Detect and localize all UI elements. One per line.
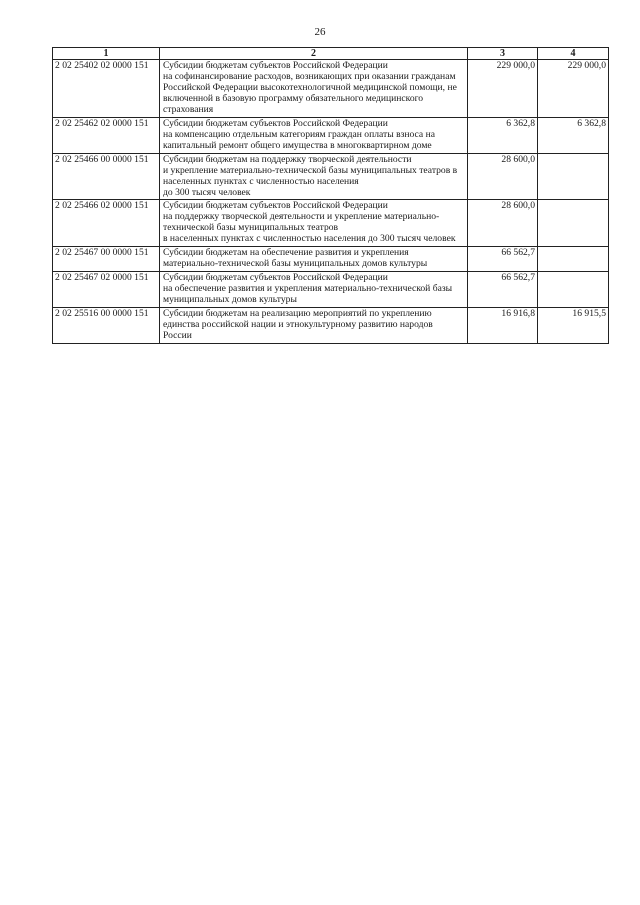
row-code: 2 02 25466 02 0000 151 [53, 200, 160, 247]
table-row [53, 247, 609, 272]
row-value-3: 66 562,7 [468, 247, 538, 272]
row-value-4 [538, 271, 609, 307]
table-row [53, 307, 609, 343]
table-header [53, 48, 609, 60]
budget-table [52, 47, 609, 344]
table-row [53, 118, 609, 154]
row-code: 2 02 25467 00 0000 151 [53, 247, 160, 272]
row-name: Субсидии бюджетам субъектов Российской Федерации на софинансирование расходов, возникающих при оказании гражданам Российской Федерации высокотехнологичной медицинской помощи, не включенной в базовую программу обязательного медицинского страхования [160, 60, 468, 118]
row-name: Субсидии бюджетам субъектов Российской Федерации на поддержку творческой деятельности и укрепление материально-технической базы муниципальных театров в населенных пунктах с численностью населения до 300 тысяч человек [160, 200, 468, 247]
column-header-3: 3 [468, 48, 538, 60]
row-code: 2 02 25466 00 0000 151 [53, 153, 160, 200]
table-row [53, 200, 609, 247]
column-header-1: 1 [53, 48, 160, 60]
row-value-3: 28 600,0 [468, 153, 538, 200]
row-value-4 [538, 247, 609, 272]
row-code: 2 02 25462 02 0000 151 [53, 118, 160, 154]
row-value-3: 28 600,0 [468, 200, 538, 247]
table-row [53, 271, 609, 307]
row-value-4 [538, 153, 609, 200]
table-row [53, 60, 609, 118]
row-value-4: 16 915,5 [538, 307, 609, 343]
row-code: 2 02 25402 02 0000 151 [53, 60, 160, 118]
row-name: Субсидии бюджетам субъектов Российской Федерации на компенсацию отдельным категориям граждан оплаты взноса на капитальный ремонт общего имущества в многоквартирном доме [160, 118, 468, 154]
column-header-2: 2 [160, 48, 468, 60]
row-value-3: 66 562,7 [468, 271, 538, 307]
header-row [53, 48, 609, 60]
row-name: Субсидии бюджетам на реализацию мероприятий по укреплению единства российской нации и этнокультурному развитию народов России [160, 307, 468, 343]
row-code: 2 02 25467 02 0000 151 [53, 271, 160, 307]
row-value-4: 229 000,0 [538, 60, 609, 118]
row-name: Субсидии бюджетам на поддержку творческой деятельности и укрепление материально-технической базы муниципальных театров в населенных пунктах с численностью населения до 300 тысяч человек [160, 153, 468, 200]
row-code: 2 02 25516 00 0000 151 [53, 307, 160, 343]
row-name: Субсидии бюджетам субъектов Российской Федерации на обеспечение развития и укрепления материально-технической базы муниципальных домов культуры [160, 271, 468, 307]
table-row [53, 153, 609, 200]
row-value-4 [538, 200, 609, 247]
table-body [53, 60, 609, 343]
column-header-4: 4 [538, 48, 609, 60]
row-name: Субсидии бюджетам на обеспечение развития и укрепления материально-технической базы муниципальных домов культуры [160, 247, 468, 272]
page-number: 26 [314, 26, 326, 38]
row-value-3: 16 916,8 [468, 307, 538, 343]
row-value-3: 6 362,8 [468, 118, 538, 154]
row-value-4: 6 362,8 [538, 118, 609, 154]
row-value-3: 229 000,0 [468, 60, 538, 118]
